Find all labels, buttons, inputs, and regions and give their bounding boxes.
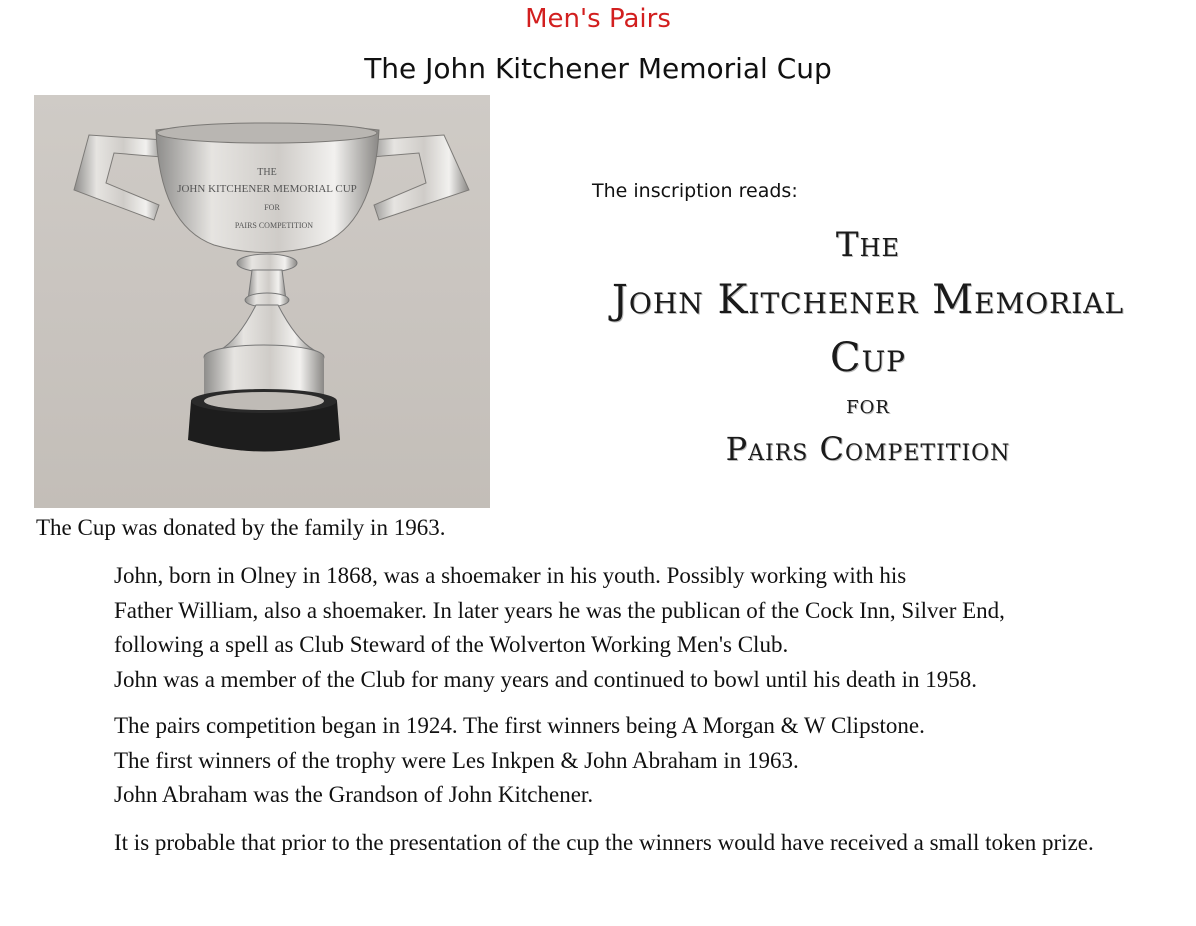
paragraph-line: John was a member of the Club for many years and continued to bowl until his death in 1958. — [114, 666, 977, 692]
paragraph-line: Father William, also a shoemaker. In later years he was the publican of the Cock Inn, Silver End, — [114, 597, 1005, 623]
trophy-cup-image — [34, 95, 490, 508]
paragraph-line: The pairs competition began in 1924. The first winners being A Morgan & W Clipstone. — [114, 713, 925, 738]
competition-history-paragraph — [114, 709, 925, 813]
paragraph-line: John Abraham was the Grandson of John Kitchener. — [114, 782, 594, 807]
engraving-line-2: JOHN KITCHENER MEMORIAL CUP — [177, 183, 357, 195]
paragraph-line: following a spell as Club Steward of the Wolverton Working Men's Club. — [114, 632, 789, 657]
inscription-label: The inscription reads: — [592, 180, 798, 202]
page-title: The John Kitchener Memorial Cup — [364, 52, 832, 85]
engraving-line-1: THE — [257, 167, 277, 178]
engraving-line-4: PAIRS COMPETITION — [234, 221, 314, 230]
page-subtitle: Men's Pairs — [525, 4, 671, 34]
token-prize-paragraph — [114, 826, 1174, 861]
inscription-line-5: Pairs Competition — [725, 430, 1011, 468]
inscription-line-3: Cup — [829, 335, 907, 381]
inscription-line-1: The — [835, 225, 901, 265]
inscription-line-4: for — [846, 390, 890, 420]
biography-paragraph — [114, 559, 1005, 697]
engraving-line-3: FOR — [264, 203, 280, 212]
inscription-line-2: John Kitchener Memorial — [611, 277, 1125, 323]
trophy-photo — [34, 95, 490, 508]
paragraph-text: It is probable that prior to the presentation of the cup the winners would have received a small token prize. — [114, 830, 1094, 855]
photo-caption: The Cup was donated by the family in 1963. — [36, 515, 446, 540]
paragraph-line: John, born in Olney in 1868, was a shoemaker in his youth. Possibly working with his — [114, 563, 907, 588]
paragraph-line: The first winners of the trophy were Les Inkpen & John Abraham in 1963. — [114, 747, 799, 773]
